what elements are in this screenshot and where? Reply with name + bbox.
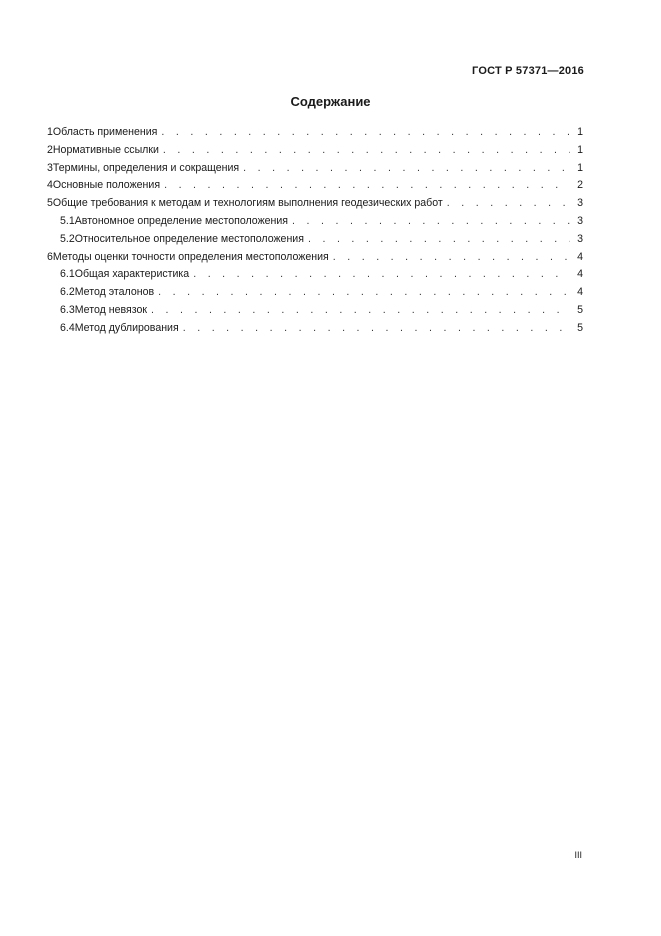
toc-subentry[interactable] [47,268,583,286]
toc-entry-label: Область применения [52,126,158,138]
toc-entry-page: 3 [577,197,583,210]
document-code: ГОСТ Р 57371—2016 [472,65,584,77]
toc-entry-number: 6.4 [60,321,75,334]
toc-entry[interactable] [47,179,583,197]
toc-entry-page: 1 [577,143,583,156]
toc-subentry[interactable] [47,304,583,322]
toc-entry-label: Основные положения [52,179,161,192]
toc-entry-number: 6.2 [60,286,75,299]
toc-entry-page: 3 [577,232,583,245]
page-number: III [574,850,582,860]
toc-entry-label: Термины, определения и сокращения [52,161,240,174]
toc-subentry[interactable] [47,286,583,304]
toc-leader [193,268,570,280]
toc-leader [158,286,570,298]
toc-entry-label: Методы оценки точности определения местоположения [52,250,329,263]
toc-entry-page: 4 [577,250,583,263]
toc-entry-page: 3 [577,214,583,227]
toc-entry[interactable] [47,126,583,144]
toc-entry[interactable] [47,162,583,180]
toc-entry-number: 6.1 [60,268,75,281]
toc-subentry[interactable] [47,215,583,233]
toc-entry-label: Общая характеристика [74,268,190,281]
toc-leader [243,162,570,174]
toc-entry-number: 1 [47,126,53,138]
toc-entry[interactable] [47,197,583,215]
toc-entry-label: Метод дублирования [74,321,179,334]
toc-entry-number: 4 [47,179,53,192]
toc-leader [292,215,570,227]
toc-entry-label: Общие требования к методам и технологиям выполнения геодезических работ [52,197,443,210]
toc-subentry[interactable] [47,233,583,251]
toc-entry-number: 2 [47,143,53,156]
toc-entry-page: 1 [577,126,583,138]
toc-entry-number: 3 [47,161,53,174]
toc-leader [161,126,570,138]
toc-entry-label: Относительное определение местоположения [74,232,304,245]
toc-entry[interactable] [47,251,583,269]
toc-entry-page: 5 [577,321,583,334]
toc-leader [183,322,570,334]
toc-entry-label: Нормативные ссылки [52,143,159,156]
toc-leader [308,233,570,245]
toc-entry-label: Метод эталонов [74,286,155,299]
toc-entry-page: 1 [577,161,583,174]
toc-leader [163,144,570,156]
toc-leader [164,179,570,191]
toc-leader [333,251,570,263]
toc-entry-label: Автономное определение местоположения [74,214,289,227]
toc-entry-page: 5 [577,303,583,316]
toc-title: Содержание [290,94,371,109]
toc-entry-label: Метод невязок [74,303,147,316]
toc-entry-number: 5.2 [60,232,75,245]
toc-entry-page: 4 [577,286,583,299]
toc-subentry[interactable] [47,322,583,340]
toc-leader [447,197,570,209]
toc-entry-page: 4 [577,268,583,281]
table-of-contents [47,126,583,340]
toc-entry-number: 6 [47,250,53,263]
toc-leader [151,304,570,316]
toc-entry-page: 2 [577,179,583,192]
toc-entry[interactable] [47,144,583,162]
toc-entry-number: 5.1 [60,214,75,227]
toc-entry-number: 5 [47,197,53,210]
toc-entry-number: 6.3 [60,303,75,316]
